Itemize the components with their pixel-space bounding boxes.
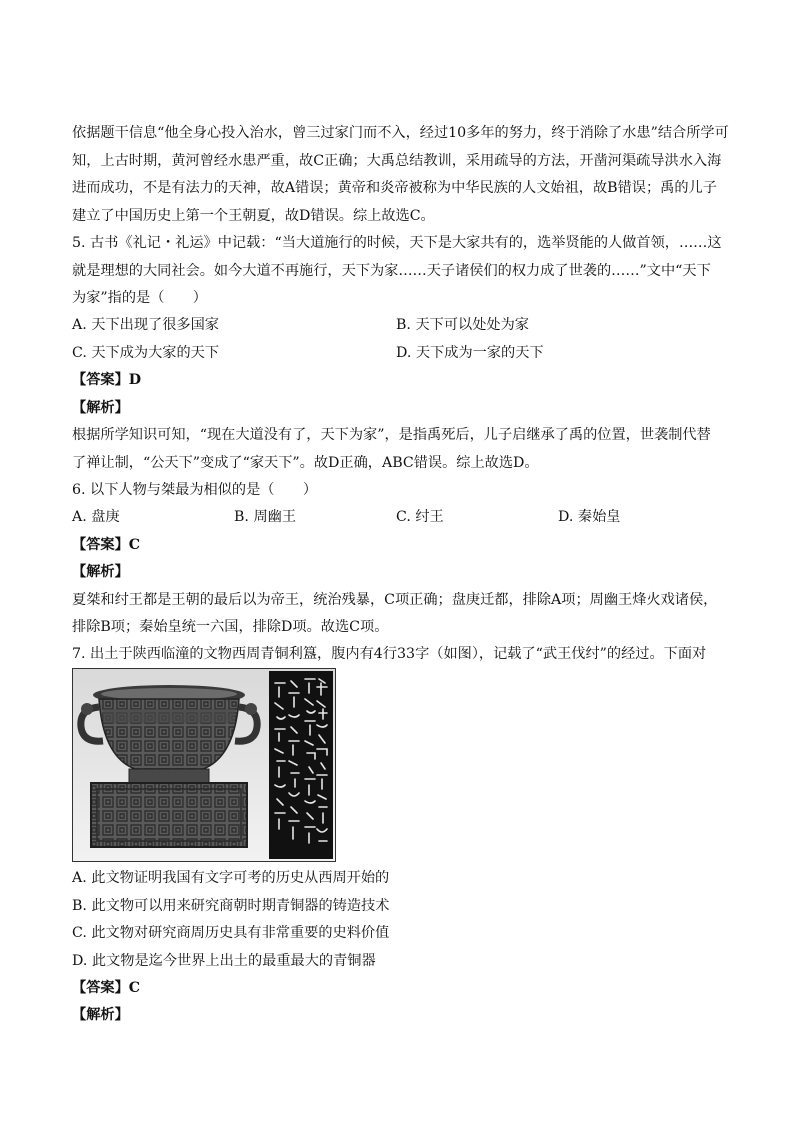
q7-stem: 7. 出土于陕西临潼的文物西周青铜利簋，腹内有4行33字（如图），记载了“武王伐纣”的经过。下面对 — [72, 646, 707, 662]
q5-answer: 【答案】D — [72, 372, 142, 388]
analysis-line: 进而成功，不是有法力的天神，故A错误；黄帝和炎帝被称为中华民族的人文始祖，故B错误；禹的儿子 — [72, 180, 717, 196]
q5-option-b: B. 天下可以处处为家 — [396, 317, 529, 333]
q5-option-d: D. 天下成为一家的天下 — [396, 345, 544, 361]
q7-option-a: A. 此文物证明我国有文字可考的历史从西周开始的 — [72, 870, 390, 886]
q6-option-d: D. 秦始皇 — [558, 509, 621, 525]
q5-stem: 5. 古书《礼记・礼运》中记载：“当大道施行的时候，天下是大家共有的，选举贤能的人做首领，……这 — [72, 235, 722, 251]
q7-option-c: C. 此文物对研究商周历史具有非常重要的史料价值 — [72, 925, 390, 941]
analysis-line: 依据题干信息“他全身心投入治水，曾三过家门而不入，经过10多年的努力，终于消除了水患”结合所学可 — [72, 125, 729, 141]
q6-option-a: A. 盘庚 — [72, 509, 120, 525]
q5-analysis-label: 【解析】 — [72, 400, 129, 416]
q7-answer: 【答案】C — [72, 980, 141, 996]
q6-analysis-label: 【解析】 — [72, 564, 129, 580]
q7-option-d: D. 此文物是迄今世界上出土的最重最大的青铜器 — [72, 953, 376, 969]
q6-option-c: C. 纣王 — [396, 509, 444, 525]
q6-analysis: 排除B项；秦始皇统一六国，排除D项。故选C项。 — [72, 619, 389, 635]
q6-option-b: B. 周幽王 — [234, 509, 297, 525]
analysis-line: 知，上古时期，黄河曾经水患严重，故C正确；大禹总结教训，采用疏导的方法，开凿河渠疏导洪水入海 — [72, 153, 722, 169]
analysis-line: 建立了中国历史上第一个王朝夏，故D错误。综上故选C。 — [72, 208, 435, 224]
q6-analysis: 夏桀和纣王都是王朝的最后以为帝王，统治残暴，C项正确；盘庚迁都，排除A项；周幽王烽火戏诸侯， — [72, 592, 718, 608]
q5-analysis: 根据所学知识可知，“现在大道没有了，天下为家”，是指禹死后，儿子启继承了禹的位置，世袭制代替 — [72, 427, 711, 443]
q5-analysis: 了禅让制，“公天下”变成了“家天下”。故D正确，ABC错误。综上故选D。 — [72, 455, 539, 471]
q7-analysis-label: 【解析】 — [72, 1007, 129, 1023]
q5-stem: 就是理想的大同社会。如今大道不再施行，天下为家……天子诸侯们的权力成了世袭的……”文中“天下 — [72, 263, 711, 279]
q5-stem: 为家”指的是（ ） — [72, 290, 207, 306]
q5-option-c: C. 天下成为大家的天下 — [72, 345, 220, 361]
q6-answer: 【答案】C — [72, 537, 141, 553]
bronze-vessel-illustration — [73, 669, 335, 861]
q6-stem: 6. 以下人物与桀最为相似的是（ ） — [72, 482, 318, 498]
q5-option-a: A. 天下出现了很多国家 — [72, 317, 219, 333]
q7-option-b: B. 此文物可以用来研究商朝时期青铜器的铸造技术 — [72, 898, 390, 914]
bronze-li-gui-image — [72, 668, 336, 862]
